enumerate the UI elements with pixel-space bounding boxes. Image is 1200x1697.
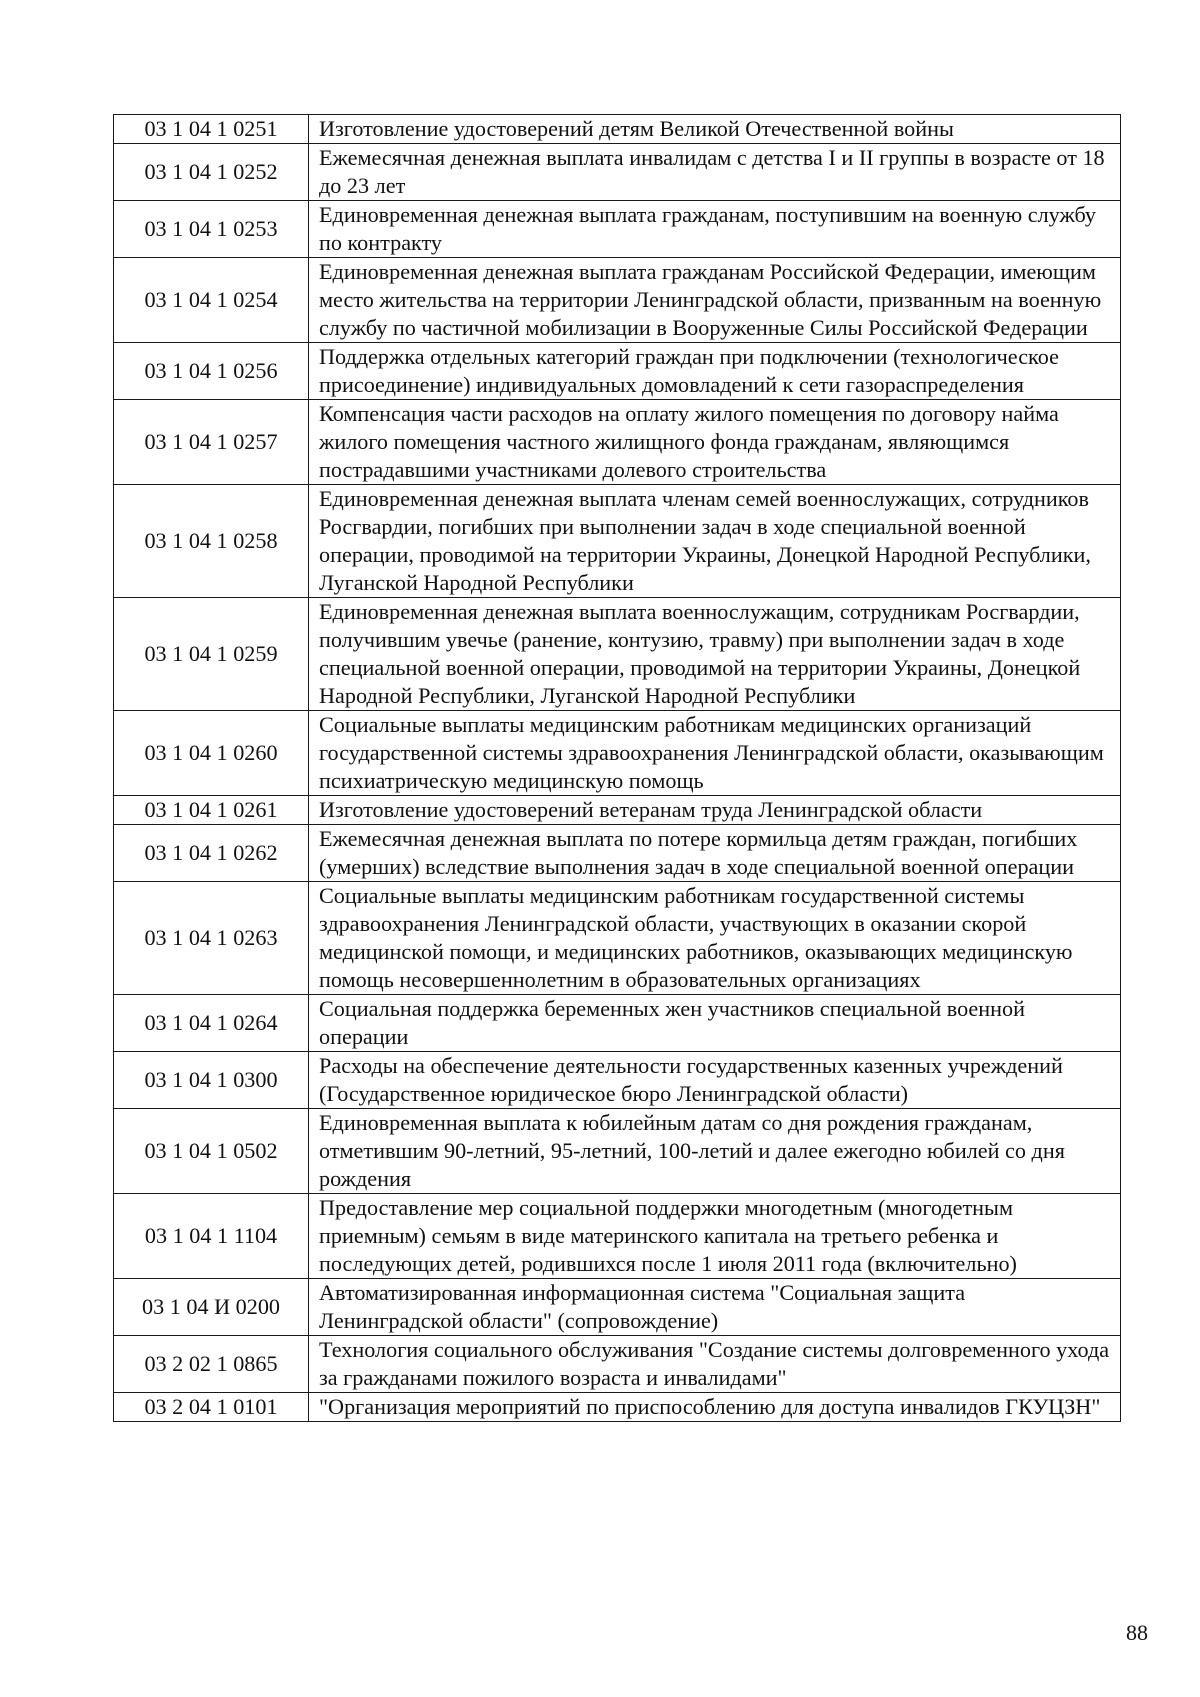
description-cell: Автоматизированная информационная система "Социальная защита Ленинградской области" (сопровождение) — [309, 1279, 1121, 1336]
budget-code-cell: 03 1 04 1 0251 — [114, 115, 309, 144]
description-cell: Единовременная денежная выплата гражданам Российской Федерации, имеющим место жительства на территории Ленинградской области, призванным на военную службу по частичной мобилизации в Вооруженные Силы Российской Федерации — [309, 258, 1121, 343]
budget-code-cell: 03 1 04 1 0253 — [114, 201, 309, 258]
budget-code-table — [113, 114, 1121, 1422]
description-cell: Единовременная денежная выплата членам семей военнослужащих, сотрудников Росгвардии, погибших при выполнении задач в ходе специальной военной операции, проводимой на территории Украины, Донецкой Народной Республики, Луганской Народной Республики — [309, 485, 1121, 598]
budget-code-cell: 03 1 04 1 0261 — [114, 796, 309, 825]
table-row — [114, 485, 1121, 598]
budget-code-cell: 03 1 04 1 0257 — [114, 400, 309, 485]
budget-code-cell: 03 2 02 1 0865 — [114, 1336, 309, 1393]
description-cell: Социальная поддержка беременных жен участников специальной военной операции — [309, 995, 1121, 1052]
table-row — [114, 598, 1121, 711]
budget-code-cell: 03 1 04 1 0502 — [114, 1109, 309, 1194]
description-cell: Технология социального обслуживания "Создание системы долговременного ухода за гражданами пожилого возраста и инвалидами" — [309, 1336, 1121, 1393]
budget-code-cell: 03 1 04 1 0260 — [114, 711, 309, 796]
table-row — [114, 115, 1121, 144]
table-row — [114, 201, 1121, 258]
table-row — [114, 796, 1121, 825]
budget-code-cell: 03 1 04 И 0200 — [114, 1279, 309, 1336]
table-row — [114, 1052, 1121, 1109]
budget-code-cell: 03 1 04 1 0256 — [114, 343, 309, 400]
budget-code-cell: 03 1 04 1 0264 — [114, 995, 309, 1052]
description-cell: Единовременная выплата к юбилейным датам со дня рождения гражданам, отметившим 90-летний, 95-летний, 100-летий и далее ежегодно юбилей со дня рождения — [309, 1109, 1121, 1194]
table-row — [114, 825, 1121, 882]
budget-code-cell: 03 1 04 1 0300 — [114, 1052, 309, 1109]
description-cell: Единовременная денежная выплата гражданам, поступившим на военную службу по контракту — [309, 201, 1121, 258]
table-row — [114, 258, 1121, 343]
description-cell: Социальные выплаты медицинским работникам медицинских организаций государственной системы здравоохранения Ленинградской области, оказывающим психиатрическую медицинскую помощь — [309, 711, 1121, 796]
description-cell: Компенсация части расходов на оплату жилого помещения по договору найма жилого помещения частного жилищного фонда гражданам, являющимся пострадавшими участниками долевого строительства — [309, 400, 1121, 485]
table-row — [114, 343, 1121, 400]
budget-code-cell: 03 2 04 1 0101 — [114, 1393, 309, 1422]
page-number: 88 — [1126, 1620, 1148, 1645]
description-cell: Ежемесячная денежная выплата инвалидам с детства I и II группы в возрасте от 18 до 23 лет — [309, 144, 1121, 201]
description-cell: Единовременная денежная выплата военнослужащим, сотрудникам Росгвардии, получившим увечье (ранение, контузию, травму) при выполнении задач в ходе специальной военной операции, проводимой на территории Украины, Донецкой Народной Республики, Луганской Народной Республики — [309, 598, 1121, 711]
budget-code-cell: 03 1 04 1 0259 — [114, 598, 309, 711]
description-cell: Изготовление удостоверений ветеранам труда Ленинградской области — [309, 796, 1121, 825]
description-cell: Поддержка отдельных категорий граждан при подключении (технологическое присоединение) индивидуальных домовладений к сети газораспределения — [309, 343, 1121, 400]
budget-code-cell: 03 1 04 1 0252 — [114, 144, 309, 201]
budget-code-cell: 03 1 04 1 0263 — [114, 882, 309, 995]
table-row — [114, 1279, 1121, 1336]
table-row — [114, 1194, 1121, 1279]
table-row — [114, 400, 1121, 485]
table-row — [114, 882, 1121, 995]
table-body — [114, 115, 1121, 1422]
budget-code-cell: 03 1 04 1 0258 — [114, 485, 309, 598]
table-row — [114, 144, 1121, 201]
table-row — [114, 1336, 1121, 1393]
budget-code-cell: 03 1 04 1 0254 — [114, 258, 309, 343]
table-row — [114, 711, 1121, 796]
description-cell: Изготовление удостоверений детям Великой Отечественной войны — [309, 115, 1121, 144]
budget-code-cell: 03 1 04 1 1104 — [114, 1194, 309, 1279]
description-cell: Социальные выплаты медицинским работникам государственной системы здравоохранения Ленинградской области, участвующих в оказании скорой медицинской помощи, и медицинских работников, оказывающих медицинскую помощь несовершеннолетним в образовательных организациях — [309, 882, 1121, 995]
table-row — [114, 1393, 1121, 1422]
description-cell: Ежемесячная денежная выплата по потере кормильца детям граждан, погибших (умерших) вследствие выполнения задач в ходе специальной военной операции — [309, 825, 1121, 882]
table-row — [114, 1109, 1121, 1194]
description-cell: Расходы на обеспечение деятельности государственных казенных учреждений (Государственное юридическое бюро Ленинградской области) — [309, 1052, 1121, 1109]
description-cell: Предоставление мер социальной поддержки многодетным (многодетным приемным) семьям в виде материнского капитала на третьего ребенка и последующих детей, родившихся после 1 июля 2011 года (включительно) — [309, 1194, 1121, 1279]
table-row — [114, 995, 1121, 1052]
description-cell: "Организация мероприятий по приспособлению для доступа инвалидов ГКУЦЗН" — [309, 1393, 1121, 1422]
budget-code-cell: 03 1 04 1 0262 — [114, 825, 309, 882]
